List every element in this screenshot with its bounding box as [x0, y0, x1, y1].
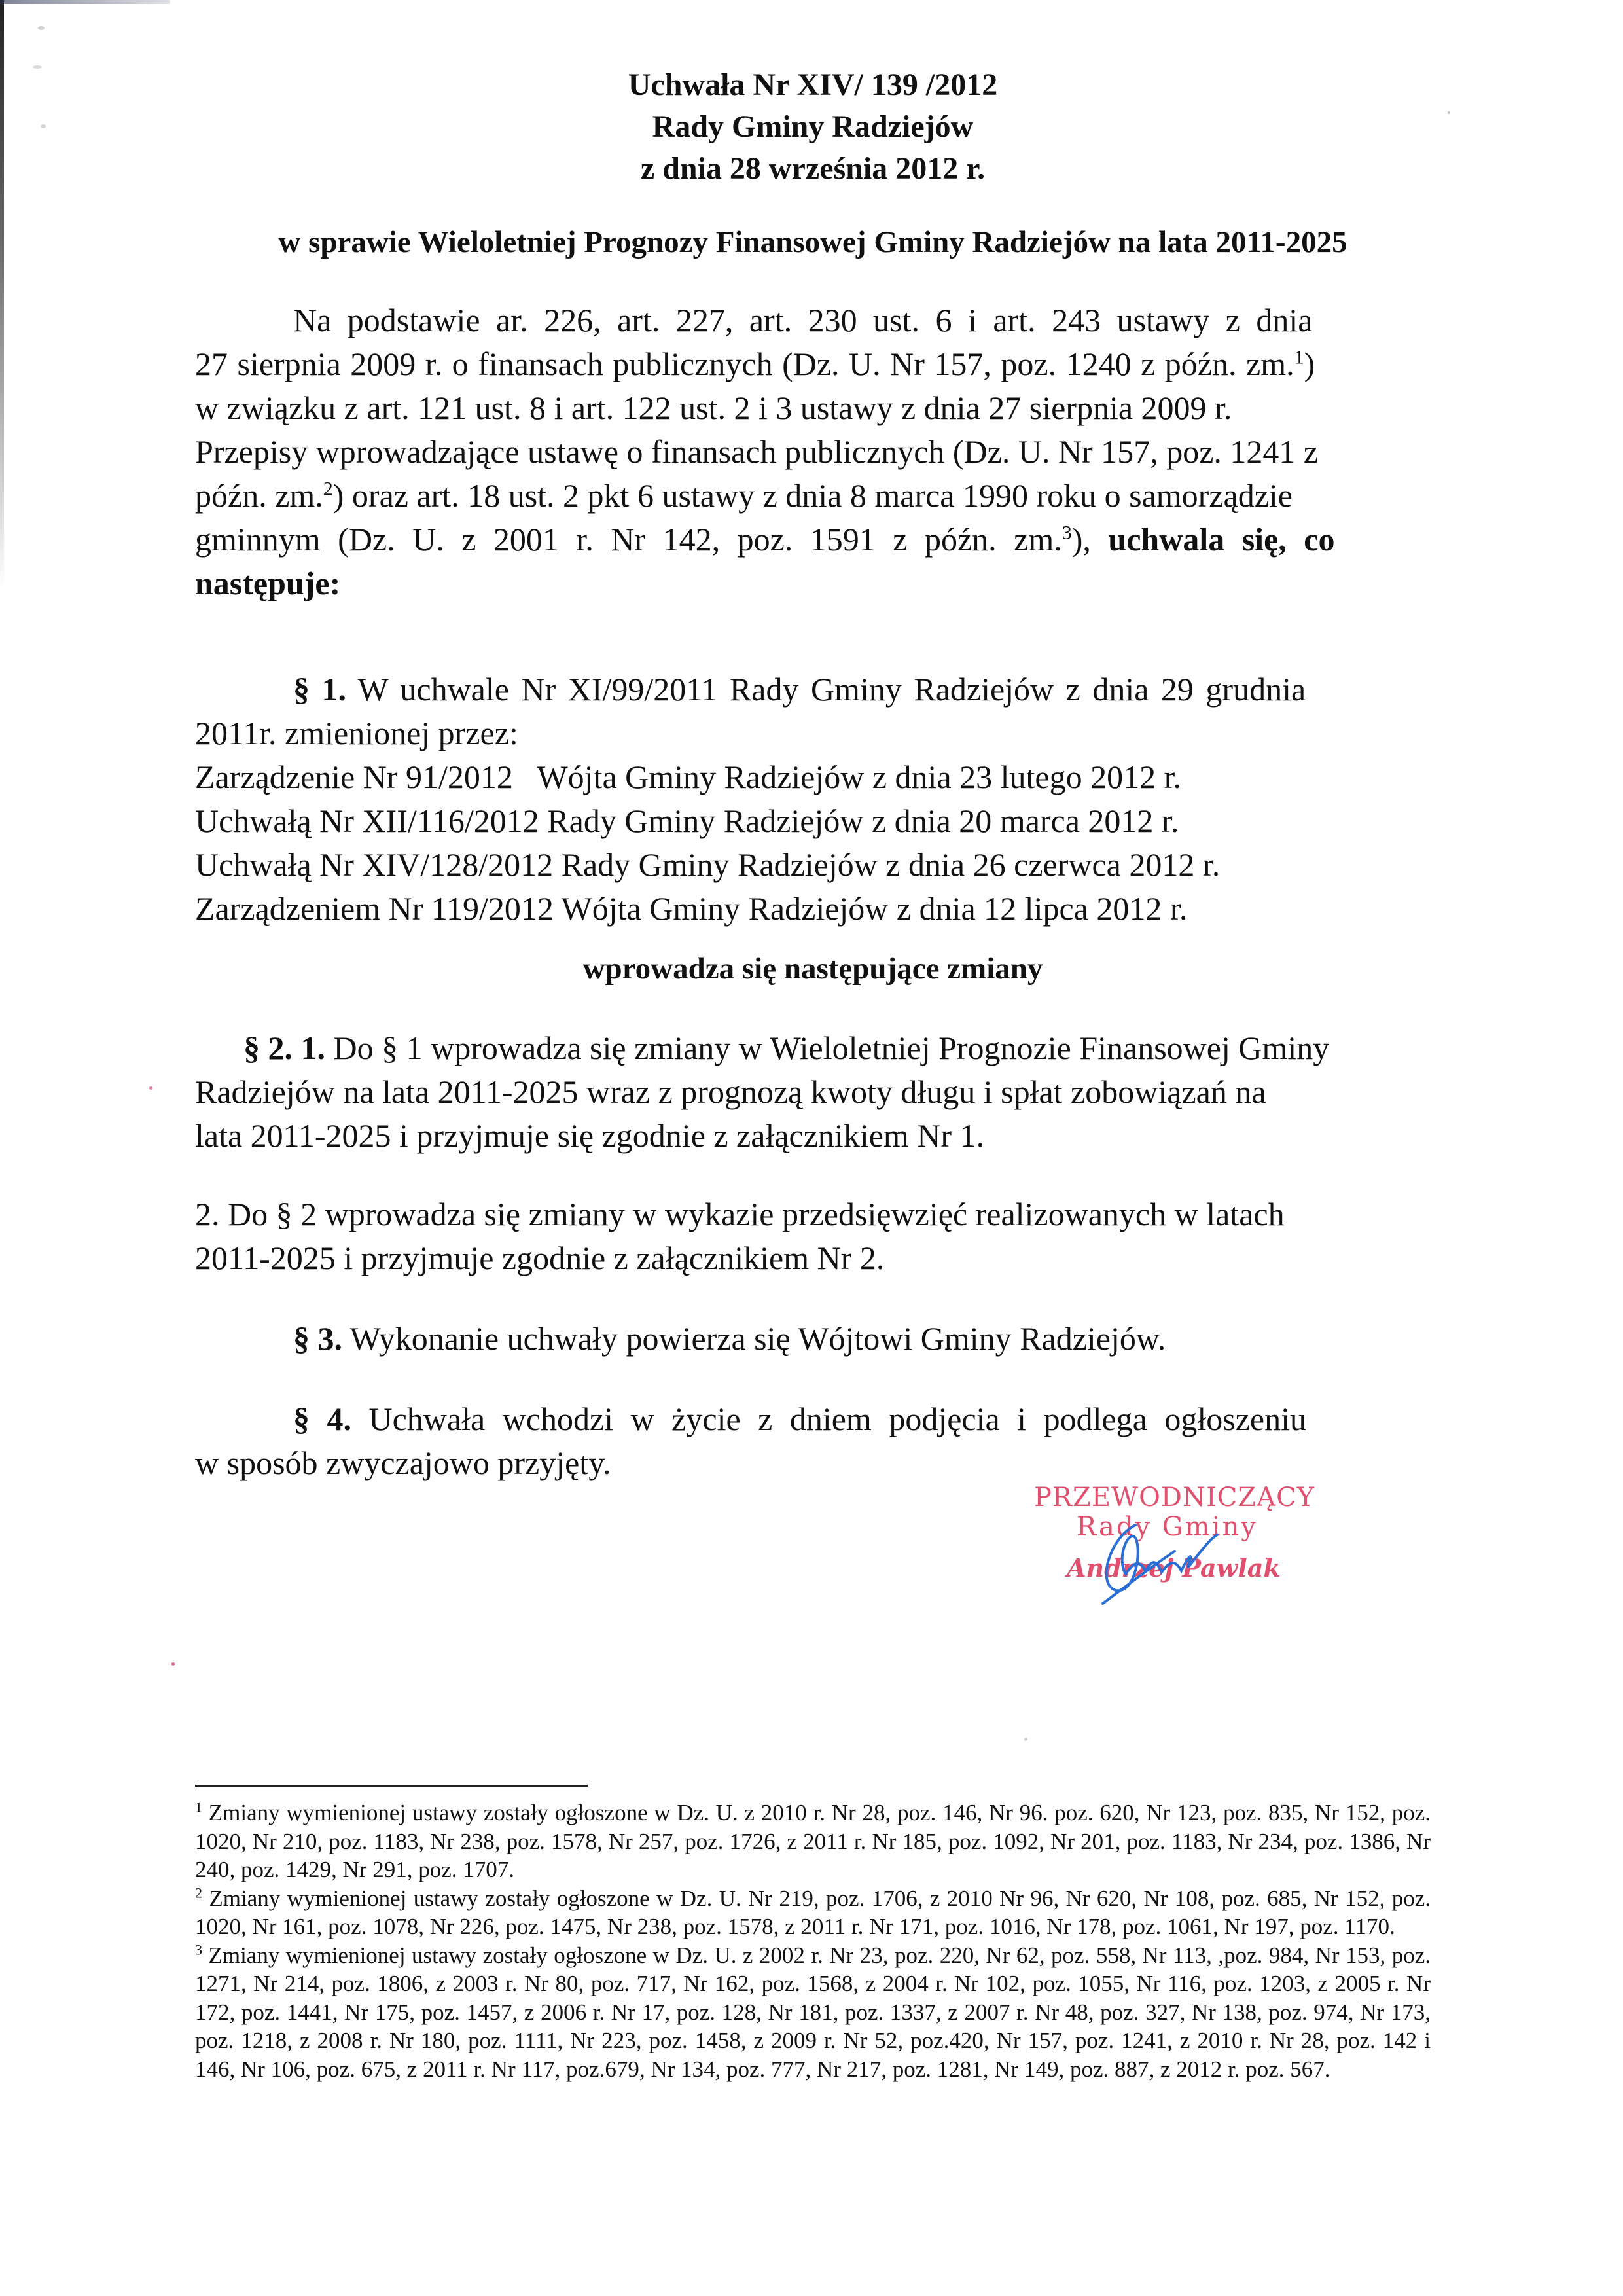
scan-edge-shadow-top: [0, 0, 170, 4]
preamble-line: [195, 474, 1431, 518]
preamble-line: [195, 342, 1431, 386]
amendment-item: Zarządzeniem Nr 119/2012 Wójta Gminy Radziejów z dnia 12 lipca 2012 r.: [195, 890, 1188, 927]
stamp-title: PRZEWODNICZĄCY: [1034, 1482, 1315, 1513]
section-4-line: w sposób zwyczajowo przyjęty.: [195, 1444, 611, 1481]
preamble: [195, 298, 1431, 605]
scan-speck: [171, 1662, 175, 1666]
resolution-date: z dnia 28 września 2012 r.: [640, 151, 986, 186]
preamble-text: ),: [1071, 521, 1091, 558]
section-2-line: 2. Do § 2 wprowadza się zmiany w wykazie przedsięwzięć realizowanych w latach: [195, 1196, 1285, 1232]
preamble-line: Na podstawie ar. 226, art. 227, art. 230 ust. 6 i art. 243 ustawy z dnia: [293, 302, 1313, 338]
footnote-ref[interactable]: 2: [323, 478, 333, 500]
preamble-text: późn. zm.: [195, 477, 323, 514]
section-1: [195, 668, 1431, 931]
enactment-clause-end: następuje:: [195, 565, 341, 601]
section-2-label: § 2. 1.: [243, 1030, 325, 1066]
footnote-text: Zmiany wymienionej ustawy zostały ogłoszone w Dz. U. Nr 219, poz. 1706, z 2010 Nr 96, Nr 620, Nr 108, poz. 685, Nr 152, poz. 1020, Nr 161, poz. 1078, Nr 226, poz. 1475, Nr 238, poz. 1578, z 2011 r. Nr 171, poz. 1016, Nr 178, poz. 1061, Nr 197, poz. 1170.: [195, 1885, 1431, 1939]
section-2-line: Radziejów na lata 2011-2025 wraz z prognozą kwoty długu i spłat zobowiązań na: [195, 1073, 1266, 1110]
section-2-line: 2011-2025 i przyjmuje zgodnie z załącznikiem Nr 2.: [195, 1240, 885, 1276]
footnote-1: [195, 1799, 1431, 1884]
section-1-text: W uchwale Nr XI/99/2011 Rady Gminy Radziejów z dnia 29 grudnia: [346, 671, 1306, 708]
footnote-2: [195, 1884, 1431, 1941]
footnotes: [195, 1799, 1431, 2083]
stamp-name: Andrzej Pawlak: [1067, 1553, 1281, 1583]
enactment-clause: uchwala się, co: [1090, 521, 1335, 558]
footnote-separator: [195, 1785, 588, 1787]
section-4-text: Uchwała wchodzi w życie z dniem podjęcia i podlega ogłoszeniu: [351, 1401, 1306, 1437]
resolution-header: [195, 64, 1431, 190]
section-3-line: [195, 1317, 1431, 1361]
stamp-organization: Rady Gminy: [1077, 1512, 1258, 1542]
amendment-item: Zarządzenie Nr 91/2012 Wójta Gminy Radziejów z dnia 23 lutego 2012 r.: [195, 759, 1182, 795]
section-4-label: § 4.: [293, 1401, 351, 1437]
preamble-line: [195, 518, 1431, 562]
footnote-number: 2: [195, 1884, 202, 1901]
footnote-ref[interactable]: 3: [1061, 522, 1072, 544]
changes-heading: wprowadza się następujące zmiany: [582, 952, 1043, 986]
section-2-paragraph-2: [195, 1193, 1431, 1280]
section-4-line: [195, 1397, 1431, 1441]
section-1-label: § 1.: [293, 671, 346, 708]
scan-edge-shadow: [0, 0, 4, 589]
resolution-number: Uchwała Nr XIV/ 139 /2012: [628, 67, 998, 102]
footnote-number: 1: [195, 1799, 202, 1816]
scan-speck: [41, 124, 46, 128]
section-2-line: [195, 1026, 1431, 1070]
scan-speck: [149, 1086, 152, 1090]
handwritten-signature-icon: [1090, 1512, 1240, 1610]
footnote-text: Zmiany wymienionej ustawy zostały ogłoszone w Dz. U. z 2002 r. Nr 23, poz. 220, Nr 62, poz. 558, Nr 113, ,poz. 984, Nr 153, poz. 1271, Nr 214, poz. 1806, z 2003 r. Nr 80, poz. 717, Nr 162, poz. 1568, z 2004 r. Nr 102, poz. 1055, Nr 116, poz. 1203, z 2005 r. Nr 172, poz. 1441, Nr 175, poz. 1457, z 2006 r. Nr 17, poz. 128, Nr 181, poz. 1337, z 2007 r. Nr 48, poz. 327, Nr 138, poz. 974, Nr 173, poz. 1218, z 2008 r. Nr 180, poz. 1111, Nr 223, poz. 1458, z 2009 r. Nr 52, poz.420, Nr 157, poz. 1241, z 2010 r. Nr 28, poz. 142 i 146, Nr 106, poz. 675, z 2011 r. Nr 117, poz.679, Nr 134, poz. 777, Nr 217, poz. 1281, Nr 149, poz. 887, z 2012 r. poz. 567.: [195, 1942, 1431, 2082]
section-3-text: Wykonanie uchwały powierza się Wójtowi Gminy Radziejów.: [342, 1320, 1166, 1357]
preamble-text: ) oraz art. 18 ust. 2 pkt 6 ustawy z dnia 8 marca 1990 roku o samorządzie: [332, 477, 1293, 514]
scan-speck: [38, 26, 45, 30]
footnote-text: Zmiany wymienionej ustawy zostały ogłoszone w Dz. U. z 2010 r. Nr 28, poz. 146, Nr 96. poz. 620, Nr 123, poz. 835, Nr 152, poz. 1020, Nr 210, poz. 1183, Nr 238, poz. 1578, Nr 257, poz. 1726, z 2011 r. Nr 185, poz. 1092, Nr 201, poz. 1183, Nr 234, poz. 1386, Nr 240, poz. 1429, Nr 291, poz. 1707.: [195, 1800, 1431, 1882]
section-2-paragraph-1: [195, 1026, 1431, 1158]
section-2-text: Do § 1 wprowadza się zmiany w Wieloletniej Prognozie Finansowej Gminy: [325, 1030, 1330, 1066]
preamble-line: w związku z art. 121 ust. 8 i art. 122 ust. 2 i 3 ustawy z dnia 27 sierpnia 2009 r.: [195, 389, 1232, 426]
section-1-line: 2011r. zmienionej przez:: [195, 715, 518, 751]
scan-speck: [1024, 1738, 1027, 1741]
section-3-label: § 3.: [293, 1320, 342, 1357]
footnote-ref[interactable]: 1: [1294, 346, 1304, 368]
scan-speck: [1448, 111, 1450, 114]
section-4: [195, 1397, 1431, 1485]
preamble-text: gminnym (Dz. U. z 2001 r. Nr 142, poz. 1591 z późn. zm.: [195, 521, 1062, 558]
resolution-subject: w sprawie Wieloletniej Prognozy Finansowej Gminy Radziejów na lata 2011-2025: [278, 225, 1347, 259]
scan-speck: [33, 65, 42, 69]
preamble-line: Przepisy wprowadzające ustawę o finansach publicznych (Dz. U. Nr 157, poz. 1241 z: [195, 433, 1319, 470]
footnote-3: [195, 1941, 1431, 2084]
amendment-item: Uchwałą Nr XII/116/2012 Rady Gminy Radziejów z dnia 20 marca 2012 r.: [195, 802, 1179, 839]
section-2-line: lata 2011-2025 i przyjmuje się zgodnie z załącznikiem Nr 1.: [195, 1117, 985, 1154]
preamble-text: 27 sierpnia 2009 r. o finansach publicznych (Dz. U. Nr 157, poz. 1240 z późn. zm.: [195, 346, 1294, 382]
section-1-line: [195, 668, 1431, 711]
section-3: [195, 1317, 1431, 1361]
issuing-body: Rady Gminy Radziejów: [652, 109, 974, 144]
footnote-number: 3: [195, 1941, 202, 1958]
amendment-item: Uchwałą Nr XIV/128/2012 Rady Gminy Radziejów z dnia 26 czerwca 2012 r.: [195, 846, 1221, 883]
preamble-text: ): [1304, 346, 1315, 382]
